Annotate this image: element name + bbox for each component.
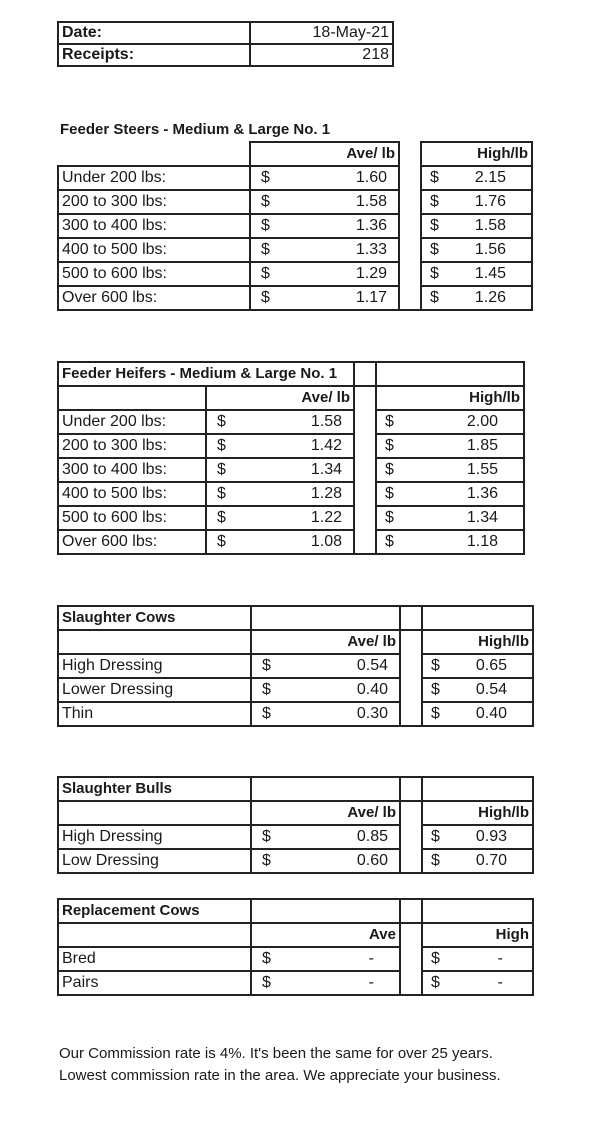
ave-value: 1.36 <box>355 217 387 234</box>
section-title-row <box>58 899 533 923</box>
dollar-sign: $ <box>431 657 440 674</box>
table-row <box>58 410 524 434</box>
high-value: 1.85 <box>466 437 498 454</box>
high-cell <box>421 286 532 310</box>
ave-cell <box>206 410 354 434</box>
high-value: 0.65 <box>475 657 507 674</box>
dollar-sign: $ <box>431 974 440 991</box>
ave-value: 1.29 <box>355 265 387 282</box>
slaughter-bulls-title: Slaughter Bulls <box>58 777 251 801</box>
dollar-sign: $ <box>217 413 226 430</box>
dollar-sign: $ <box>261 265 270 282</box>
row-label: 500 to 600 lbs: <box>58 506 206 530</box>
section-title-row <box>58 362 524 386</box>
dollar-sign: $ <box>261 169 270 186</box>
ave-header: Ave/ lb <box>250 142 399 166</box>
ave-cell <box>206 458 354 482</box>
report-header-table <box>57 21 394 67</box>
row-label: Low Dressing <box>58 849 251 873</box>
high-header: High <box>422 923 533 947</box>
high-value: 1.58 <box>474 217 506 234</box>
feeder-steers-title: Feeder Steers - Medium & Large No. 1 <box>60 121 331 138</box>
row-label: Lower Dressing <box>58 678 251 702</box>
high-header: High/lb <box>422 630 533 654</box>
table-row <box>58 214 532 238</box>
high-cell <box>421 214 532 238</box>
dollar-sign: $ <box>385 413 394 430</box>
high-cell <box>422 849 533 873</box>
receipts-row <box>58 44 393 66</box>
feeder-steers-table <box>57 141 533 311</box>
column-header-row <box>58 801 533 825</box>
dollar-sign: $ <box>430 289 439 306</box>
row-label: 400 to 500 lbs: <box>58 482 206 506</box>
dollar-sign: $ <box>430 217 439 234</box>
ave-header: Ave <box>251 923 400 947</box>
row-label: Under 200 lbs: <box>58 166 250 190</box>
row-label: 400 to 500 lbs: <box>58 238 250 262</box>
table-row <box>58 482 524 506</box>
high-header: High/lb <box>421 142 532 166</box>
dollar-sign: $ <box>262 705 271 722</box>
high-value: 1.76 <box>474 193 506 210</box>
dollar-sign: $ <box>385 509 394 526</box>
ave-value: 1.34 <box>310 461 342 478</box>
row-label: Thin <box>58 702 251 726</box>
replacement-cows-table <box>57 898 534 996</box>
section-title-row <box>58 606 533 630</box>
ave-header: Ave/ lb <box>251 630 400 654</box>
high-cell <box>422 678 533 702</box>
ave-value: - <box>368 950 374 967</box>
ave-cell <box>251 971 400 995</box>
table-row <box>58 434 524 458</box>
high-value: 1.45 <box>474 265 506 282</box>
slaughter-cows-table <box>57 605 534 727</box>
section-title-row <box>58 777 533 801</box>
ave-cell <box>251 702 400 726</box>
high-value: 1.34 <box>466 509 498 526</box>
row-label: Over 600 lbs: <box>58 530 206 554</box>
dollar-sign: $ <box>217 437 226 454</box>
high-cell <box>421 190 532 214</box>
dollar-sign: $ <box>217 533 226 550</box>
date-value: 18-May-21 <box>250 22 393 44</box>
high-cell <box>376 482 524 506</box>
dollar-sign: $ <box>262 974 271 991</box>
high-value: - <box>497 974 503 991</box>
high-value: 0.70 <box>475 852 507 869</box>
table-row <box>58 947 533 971</box>
ave-header: Ave/ lb <box>206 386 354 410</box>
table-row <box>58 506 524 530</box>
high-cell <box>376 410 524 434</box>
high-cell <box>421 238 532 262</box>
row-label: 200 to 300 lbs: <box>58 190 250 214</box>
dollar-sign: $ <box>261 241 270 258</box>
ave-value: 1.42 <box>310 437 342 454</box>
row-label: Over 600 lbs: <box>58 286 250 310</box>
ave-cell <box>251 849 400 873</box>
ave-value: 1.33 <box>355 241 387 258</box>
table-row <box>58 825 533 849</box>
dollar-sign: $ <box>262 828 271 845</box>
ave-cell <box>250 286 399 310</box>
table-row <box>58 458 524 482</box>
dollar-sign: $ <box>262 657 271 674</box>
high-header: High/lb <box>376 386 524 410</box>
dollar-sign: $ <box>261 289 270 306</box>
row-label: 300 to 400 lbs: <box>58 458 206 482</box>
slaughter-bulls-table <box>57 776 534 874</box>
high-cell <box>376 458 524 482</box>
ave-cell <box>250 238 399 262</box>
dollar-sign: $ <box>261 217 270 234</box>
high-value: 1.18 <box>466 533 498 550</box>
ave-value: 1.17 <box>355 289 387 306</box>
row-label: Bred <box>58 947 251 971</box>
ave-value: 0.54 <box>356 657 388 674</box>
row-label: 500 to 600 lbs: <box>58 262 250 286</box>
dollar-sign: $ <box>431 705 440 722</box>
dollar-sign: $ <box>385 461 394 478</box>
date-row <box>58 22 393 44</box>
table-row <box>58 678 533 702</box>
commission-note-line-2: Lowest commission rate in the area. We appreciate your business. <box>59 1067 501 1084</box>
table-row <box>58 654 533 678</box>
ave-value: 0.60 <box>356 852 388 869</box>
dollar-sign: $ <box>430 169 439 186</box>
table-row <box>58 530 524 554</box>
ave-cell <box>250 190 399 214</box>
ave-cell <box>250 214 399 238</box>
ave-value: - <box>368 974 374 991</box>
high-cell <box>422 702 533 726</box>
dollar-sign: $ <box>431 950 440 967</box>
ave-value: 1.08 <box>310 533 342 550</box>
table-row <box>58 262 532 286</box>
table-row <box>58 971 533 995</box>
high-value: - <box>497 950 503 967</box>
high-value: 0.40 <box>475 705 507 722</box>
feeder-heifers-table <box>57 361 525 555</box>
high-cell <box>421 262 532 286</box>
column-header-row <box>58 386 524 410</box>
high-value: 1.26 <box>474 289 506 306</box>
dollar-sign: $ <box>431 681 440 698</box>
ave-cell <box>206 506 354 530</box>
ave-value: 0.85 <box>356 828 388 845</box>
column-header-row <box>58 630 533 654</box>
ave-cell <box>251 947 400 971</box>
dollar-sign: $ <box>430 241 439 258</box>
feeder-heifers-title: Feeder Heifers - Medium & Large No. 1 <box>58 362 354 386</box>
ave-cell <box>206 482 354 506</box>
high-cell <box>422 947 533 971</box>
table-row <box>58 849 533 873</box>
row-label: Under 200 lbs: <box>58 410 206 434</box>
ave-cell <box>251 825 400 849</box>
dollar-sign: $ <box>217 509 226 526</box>
table-row <box>58 702 533 726</box>
high-value: 0.93 <box>475 828 507 845</box>
column-header-row <box>58 923 533 947</box>
high-value: 2.00 <box>466 413 498 430</box>
table-row <box>58 190 532 214</box>
high-cell <box>376 506 524 530</box>
slaughter-cows-title: Slaughter Cows <box>58 606 251 630</box>
ave-value: 0.30 <box>356 705 388 722</box>
ave-value: 0.40 <box>356 681 388 698</box>
ave-header: Ave/ lb <box>251 801 400 825</box>
ave-value: 1.28 <box>310 485 342 502</box>
dollar-sign: $ <box>217 485 226 502</box>
dollar-sign: $ <box>385 437 394 454</box>
ave-cell <box>250 166 399 190</box>
row-label: 300 to 400 lbs: <box>58 214 250 238</box>
commission-note <box>59 1043 501 1087</box>
column-header-row <box>58 142 532 166</box>
high-cell <box>376 530 524 554</box>
ave-value: 1.58 <box>355 193 387 210</box>
table-row <box>58 286 532 310</box>
dollar-sign: $ <box>430 193 439 210</box>
ave-value: 1.22 <box>310 509 342 526</box>
ave-cell <box>206 530 354 554</box>
dollar-sign: $ <box>262 852 271 869</box>
high-cell <box>422 825 533 849</box>
table-row <box>58 166 532 190</box>
dollar-sign: $ <box>385 533 394 550</box>
high-header: High/lb <box>422 801 533 825</box>
high-cell <box>376 434 524 458</box>
ave-value: 1.58 <box>310 413 342 430</box>
high-cell <box>421 166 532 190</box>
row-label: Pairs <box>58 971 251 995</box>
date-label: Date: <box>58 22 250 44</box>
high-cell <box>422 654 533 678</box>
high-value: 2.15 <box>474 169 506 186</box>
row-label: 200 to 300 lbs: <box>58 434 206 458</box>
ave-cell <box>206 434 354 458</box>
high-cell <box>422 971 533 995</box>
high-value: 1.36 <box>466 485 498 502</box>
row-label: High Dressing <box>58 654 251 678</box>
dollar-sign: $ <box>261 193 270 210</box>
ave-cell <box>251 654 400 678</box>
dollar-sign: $ <box>262 950 271 967</box>
table-row <box>58 238 532 262</box>
dollar-sign: $ <box>385 485 394 502</box>
commission-note-line-1: Our Commission rate is 4%. It's been the same for over 25 years. <box>59 1045 493 1062</box>
high-value: 1.55 <box>466 461 498 478</box>
high-value: 1.56 <box>474 241 506 258</box>
dollar-sign: $ <box>431 828 440 845</box>
ave-cell <box>250 262 399 286</box>
high-value: 0.54 <box>475 681 507 698</box>
dollar-sign: $ <box>431 852 440 869</box>
ave-value: 1.60 <box>355 169 387 186</box>
replacement-cows-title: Replacement Cows <box>58 899 251 923</box>
ave-cell <box>251 678 400 702</box>
dollar-sign: $ <box>262 681 271 698</box>
row-label: High Dressing <box>58 825 251 849</box>
dollar-sign: $ <box>430 265 439 282</box>
receipts-value: 218 <box>250 44 393 66</box>
receipts-label: Receipts: <box>58 44 250 66</box>
dollar-sign: $ <box>217 461 226 478</box>
